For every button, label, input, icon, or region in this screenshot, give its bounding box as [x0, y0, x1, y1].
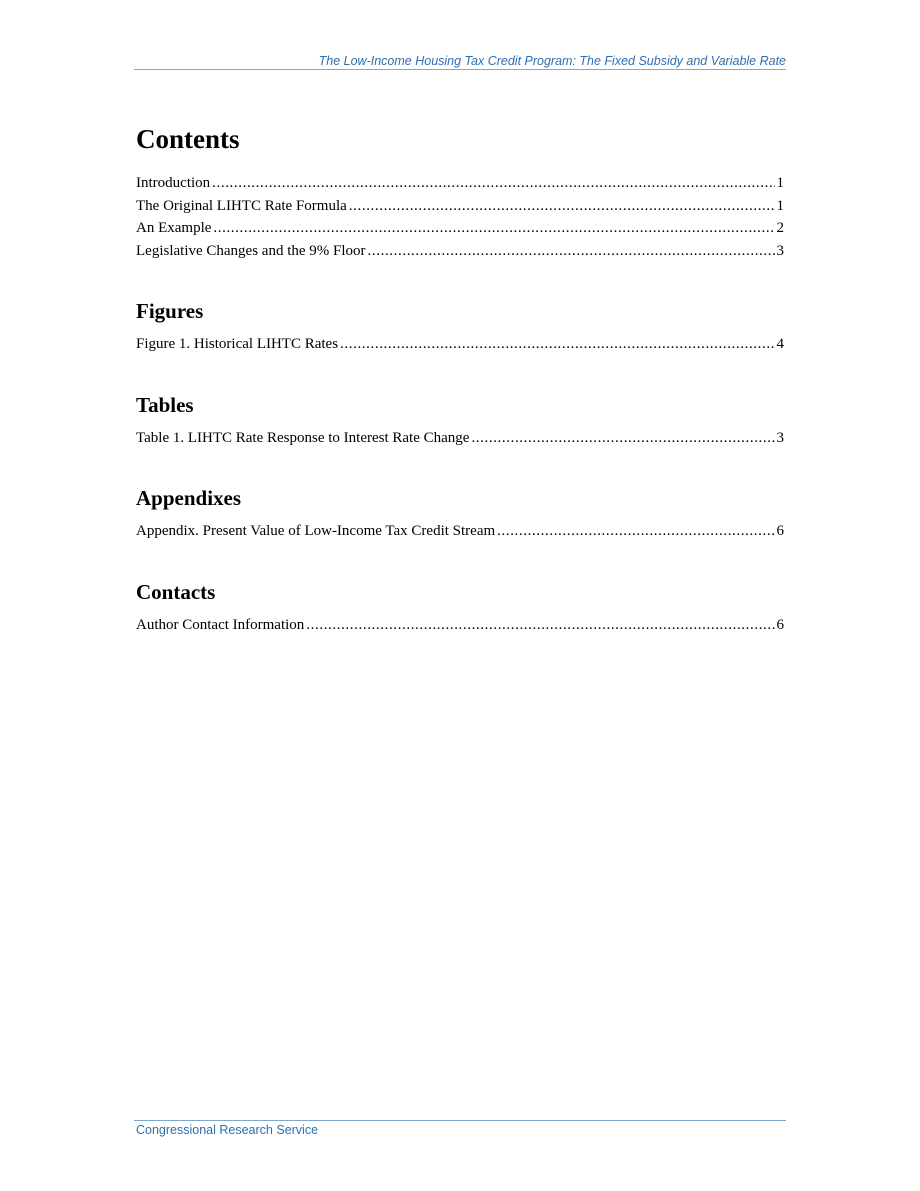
toc-dot-leader	[497, 520, 774, 543]
toc-dot-leader	[213, 217, 774, 240]
appendixes-heading: Appendixes	[136, 486, 242, 510]
figures-heading: Figures	[136, 299, 204, 323]
toc-entry-page: 2	[776, 220, 784, 236]
running-header-title: The Low-Income Housing Tax Credit Program: The Fixed Subsidy and Variable Rate	[318, 54, 786, 68]
toc-entry-table-1[interactable]	[136, 427, 784, 450]
appendixes-list	[136, 520, 784, 543]
figures-list	[136, 333, 784, 356]
toc-dot-leader	[471, 427, 774, 450]
toc-entry-page: 3	[776, 430, 784, 446]
tables-heading: Tables	[136, 393, 194, 417]
toc-entry-label: An Example	[136, 220, 212, 236]
toc-entry-introduction[interactable]	[136, 172, 784, 195]
toc-dot-leader	[368, 240, 775, 263]
header-rule	[134, 69, 786, 70]
toc-entry-label: The Original LIHTC Rate Formula	[136, 197, 347, 214]
toc-entry-an-example[interactable]	[136, 217, 784, 240]
toc-entry-figure-1[interactable]	[136, 333, 784, 356]
contents-heading: Contents	[136, 124, 240, 154]
toc-entry-page: 6	[776, 523, 784, 539]
toc-entry-page: 6	[776, 617, 784, 633]
toc-entry-author-contact[interactable]	[136, 614, 784, 637]
toc-entry-label: Legislative Changes and the 9% Floor	[136, 242, 366, 259]
toc-entry-page: 3	[776, 242, 784, 259]
toc-entry-label: Author Contact Information	[136, 617, 305, 633]
toc-entry-page: 1	[776, 175, 784, 191]
toc-entry-page: 1	[776, 197, 784, 214]
toc-entry-appendix[interactable]	[136, 520, 784, 543]
toc-dot-leader	[306, 614, 774, 637]
toc-entry-legislative-changes[interactable]	[136, 240, 784, 263]
toc-dot-leader	[340, 333, 774, 356]
toc-entry-label: Introduction	[136, 175, 211, 191]
toc-entry-label: Figure 1. Historical LIHTC Rates	[136, 336, 339, 352]
tables-list	[136, 427, 784, 450]
toc-entry-original-rate-formula[interactable]	[136, 195, 784, 218]
toc-entry-label: Table 1. LIHTC Rate Response to Interest Rate Change	[136, 430, 470, 446]
contacts-list	[136, 614, 784, 637]
toc-entry-page: 4	[776, 336, 784, 352]
toc-dot-leader	[349, 195, 775, 218]
contents-list	[136, 172, 784, 262]
toc-entry-label: Appendix. Present Value of Low-Income Tax Credit Stream	[136, 523, 496, 539]
contacts-heading: Contacts	[136, 580, 216, 604]
footer-rule	[134, 1120, 786, 1121]
running-footer-organization: Congressional Research Service	[136, 1123, 319, 1137]
toc-dot-leader	[212, 172, 774, 195]
